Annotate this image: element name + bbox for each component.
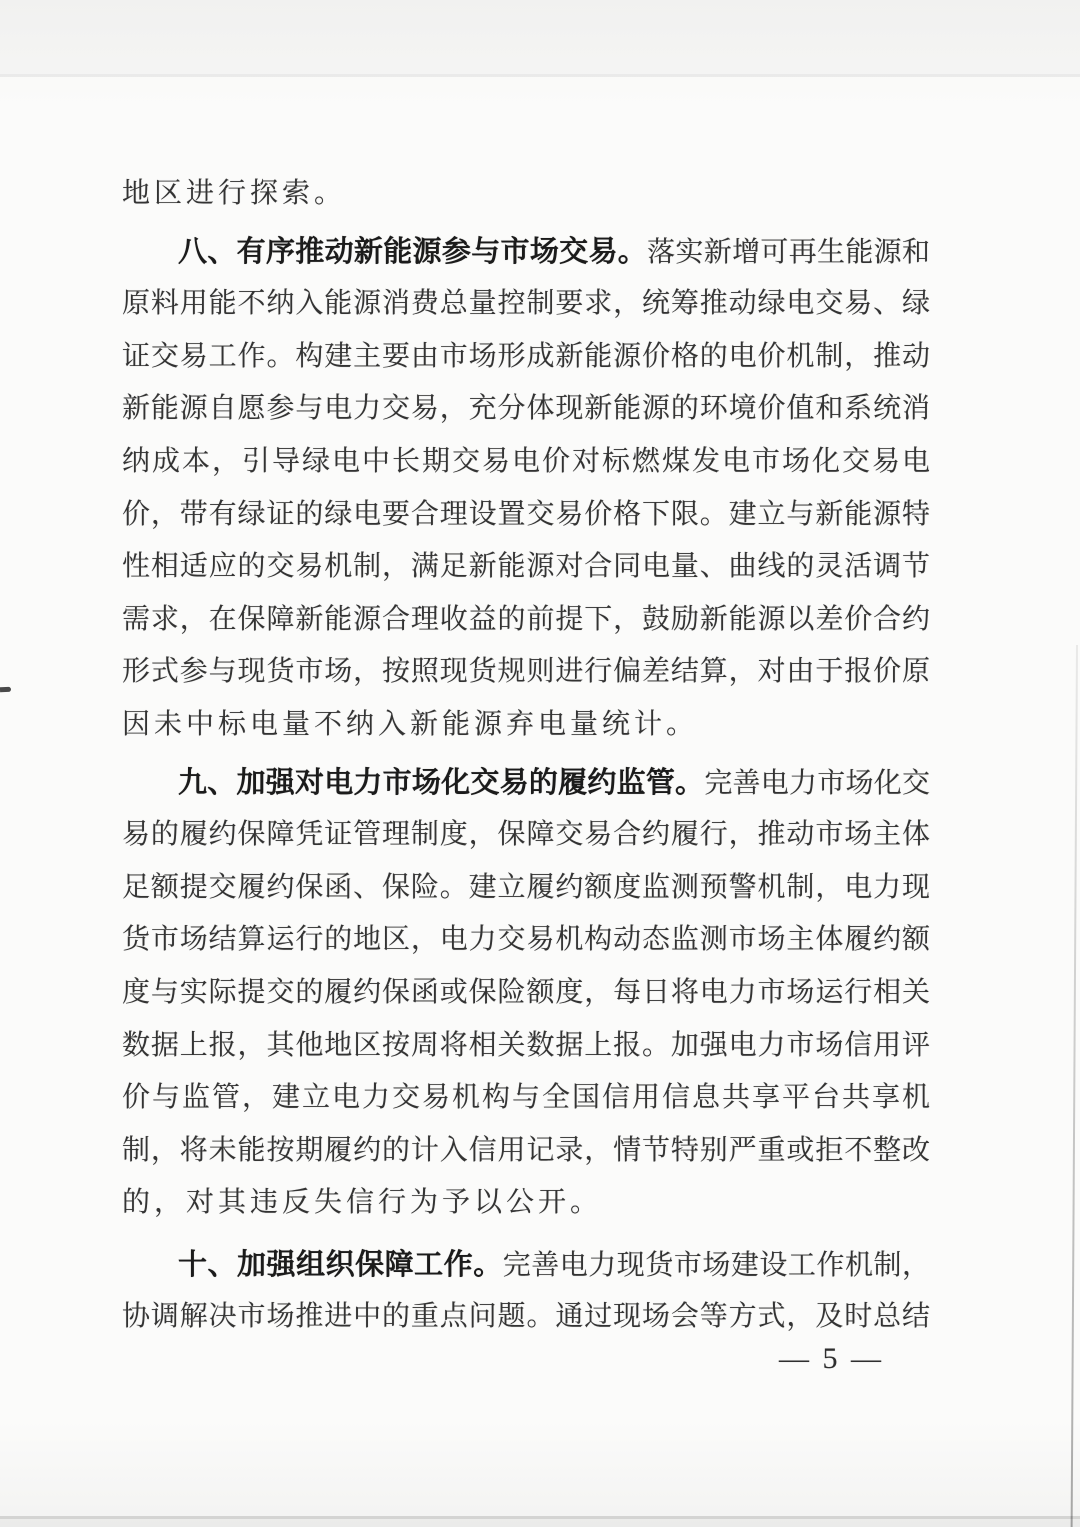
body-text-run: 足额提交履约保函、保险。建立履约额度监测预警机制，电力现 <box>122 871 930 903</box>
body-text-run: 新能源自愿参与电力交易，充分体现新能源的环境价值和系统消 <box>122 393 930 425</box>
scan-artifact-top-strip <box>0 0 1080 74</box>
text-line <box>122 594 930 647</box>
body-text-run: 原料用能不纳入能源消费总量控制要求，统筹推动绿电交易、绿 <box>122 288 930 320</box>
para-continuation <box>122 168 930 221</box>
text-line <box>122 168 930 221</box>
text-line <box>122 967 930 1020</box>
scan-artifact-bottom-strip <box>0 1519 1080 1527</box>
text-line <box>122 1291 930 1344</box>
body-text-run: 纳成本，引导绿电中长期交易电价对标燃煤发电市场化交易电 <box>122 445 930 477</box>
body-text-run: 协调解决市场推进中的重点问题。通过现场会等方式，及时总结 <box>122 1301 930 1333</box>
text-line <box>122 809 930 862</box>
body-text-run: 易的履约保障凭证管理制度，保障交易合约履行，推动市场主体 <box>122 819 930 851</box>
para-section-8 <box>122 226 930 752</box>
body-text-run: 货市场结算运行的地区，电力交易机构动态监测市场主体履约额 <box>122 924 930 956</box>
text-line <box>122 331 930 384</box>
body-text-run: 价，带有绿证的绿电要合理设置交易价格下限。建立与新能源特 <box>122 498 930 530</box>
text-line <box>122 436 930 489</box>
body-text-run: 地区进行探索。 <box>122 178 347 209</box>
text-line <box>122 757 930 810</box>
body-text-run: 形式参与现货市场，按照现货规则进行偏差结算，对由于报价原 <box>122 656 930 688</box>
text-line <box>122 226 930 279</box>
body-text-run: 数据上报，其他地区按周将相关数据上报。加强电力市场信用评 <box>122 1029 930 1061</box>
text-line <box>122 862 930 915</box>
body-text-run: 性相适应的交易机制，满足新能源对合同电量、曲线的灵活调节 <box>122 551 930 583</box>
text-line <box>122 646 930 699</box>
body-text-run: 落实新增可再生能源和 <box>647 236 930 268</box>
text-line <box>122 1020 930 1073</box>
text-line <box>122 489 930 542</box>
body-text-run: 证交易工作。构建主要由市场形成新能源价格的电价机制，推动 <box>122 340 930 372</box>
body-text-run: 的，对其违反失信行为予以公开。 <box>122 1187 603 1219</box>
text-line <box>122 914 930 967</box>
para-section-10 <box>122 1239 930 1344</box>
body-text-run: 因未中标电量不纳入新能源弃电量统计。 <box>122 708 699 740</box>
scan-artifact-top-line <box>0 74 1080 77</box>
scan-artifact-right-edge-line <box>1071 645 1078 1527</box>
text-line <box>122 1239 930 1292</box>
text-line <box>122 699 930 752</box>
body-text-run: 需求，在保障新能源合理收益的前提下，鼓励新能源以差价合约 <box>122 603 930 635</box>
body-text-run: 度与实际提交的履约保函或保险额度，每日将电力市场运行相关 <box>122 976 930 1008</box>
text-line <box>122 1072 930 1125</box>
body-text-run: 完善电力市场化交 <box>704 767 930 799</box>
section-heading-run: 十、加强组织保障工作。 <box>178 1248 503 1281</box>
section-heading-run: 八、有序推动新能源参与市场交易。 <box>178 235 648 268</box>
text-line <box>122 278 930 331</box>
text-line <box>122 1125 930 1178</box>
text-line <box>122 1177 930 1230</box>
body-text-run: 价与监管，建立电力交易机构与全国信用信息共享平台共享机 <box>122 1082 930 1114</box>
body-text-run: 制，将未能按期履约的计入信用记录，情节特别严重或拒不整改 <box>122 1134 930 1166</box>
text-line <box>122 383 930 436</box>
para-section-9 <box>122 757 930 1230</box>
body-text-run: 完善电力现货市场建设工作机制， <box>502 1249 930 1281</box>
section-heading-run: 九、加强对电力市场化交易的履约监管。 <box>178 766 705 799</box>
page-number: — 5 — <box>779 1342 884 1375</box>
scan-artifact-left-dash <box>0 687 11 692</box>
document-body <box>122 168 930 1344</box>
text-line <box>122 541 930 594</box>
